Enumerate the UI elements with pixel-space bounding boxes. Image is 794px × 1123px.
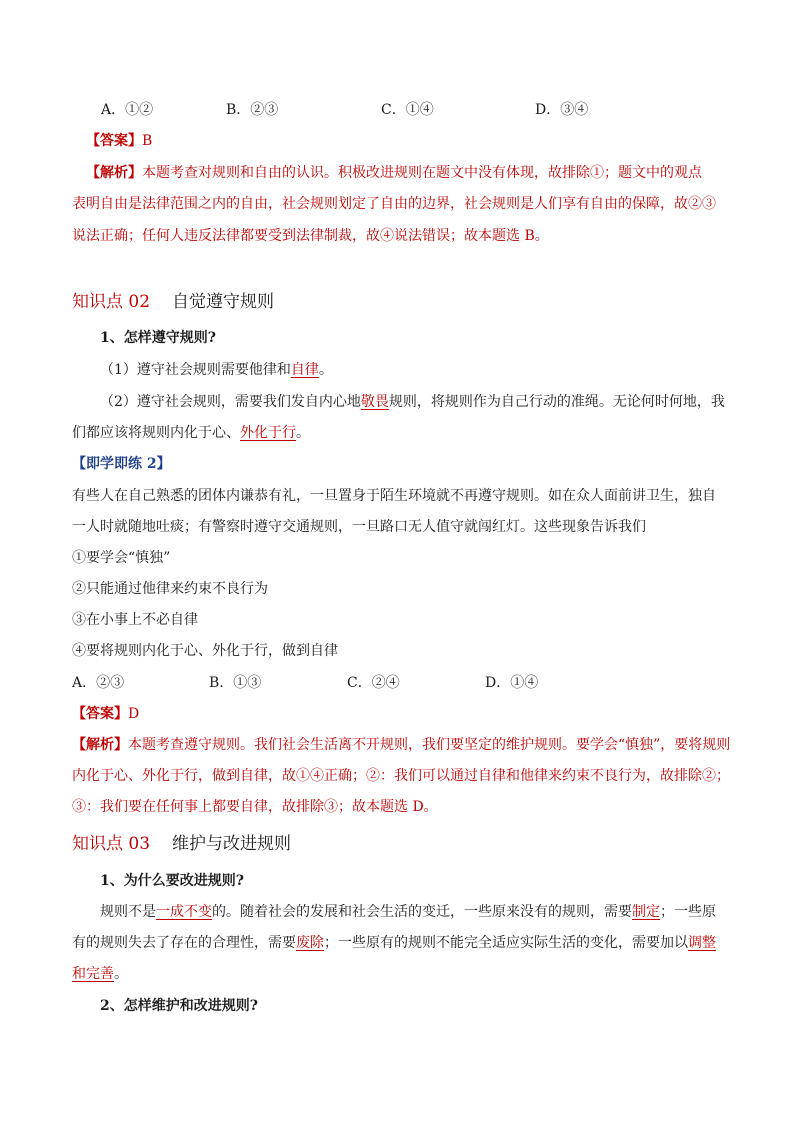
option-d: D．①④ — [485, 675, 539, 691]
statement-item: ④要将规则内化于心、外化于行，做到自律 — [72, 643, 338, 659]
option-c: C．②④ — [347, 675, 400, 691]
analysis-line-2: 表明自由是法律范围之内的自由，社会规则划定了自由的边界，社会规则是人们享有自由的保障，故②③ — [72, 196, 716, 212]
key-term: 一成不变 — [156, 904, 212, 920]
section-heading-kp02 — [72, 290, 274, 314]
paragraph-line: （1）遵守社会规则需要他律和自律。 — [100, 362, 333, 378]
question-title: 2、怎样维护和改进规则? — [100, 998, 258, 1014]
analysis-line-2: 内化于心、外化于行，做到自律，故①④正确；②：我们可以通过自律和他律来约束不良行为，故排除②； — [72, 768, 730, 784]
section-number: 知识点 03 — [72, 834, 151, 854]
answer-line — [72, 704, 139, 724]
analysis-tag: 【解析】 — [86, 165, 142, 181]
section-number: 知识点 02 — [72, 292, 151, 312]
paragraph-line: 和完善。 — [72, 966, 128, 982]
key-term: 敬畏 — [360, 394, 389, 410]
paragraph-line: （2）遵守社会规则，需要我们发自内心地敬畏规则，将规则作为自己行动的准绳。无论何时何地，我 — [100, 394, 725, 410]
section-title: 自觉遵守规则 — [172, 292, 274, 312]
key-term: 外化于行 — [240, 425, 296, 441]
practice-tag: 【即学即练 2】 — [72, 456, 171, 472]
answer-tag: 【答案】 — [86, 133, 142, 149]
option-c: C．①④ — [381, 102, 434, 118]
key-term: 自律 — [290, 362, 319, 378]
paragraph-line: 规则不是一成不变的。随着社会的发展和社会生活的变迁，一些原来没有的规则，需要制定；一些原 — [100, 904, 716, 920]
option-a: A．①② — [101, 102, 154, 118]
analysis-line-1: 【解析】本题考查遵守规则。我们社会生活离不开规则，我们要坚定的维护规则。要学会“慎独”，要将规则 — [72, 737, 731, 753]
paragraph-line: 有的规则失去了存在的合理性，需要废除；一些原有的规则不能完全适应实际生活的变化，需要加以调整 — [72, 935, 716, 951]
question-stem-line-2: 一人时就随地吐痰；有警察时遵守交通规则，一旦路口无人值守就闯红灯。这些现象告诉我们 — [72, 519, 646, 535]
answer-value: D — [128, 706, 140, 722]
paragraph-line: 们都应该将规则内化于心、外化于行。 — [72, 425, 310, 441]
answer-line — [86, 131, 152, 151]
question-stem-line-1: 有些人在自己熟悉的团体内谦恭有礼，一旦置身于陌生环境就不再遵守规则。如在众人面前讲卫生，独自 — [72, 488, 716, 504]
answer-tag: 【答案】 — [72, 706, 128, 722]
analysis-line-3: ③：我们要在任何事上都要自律，故排除③；故本题选 D。 — [72, 799, 438, 815]
statement-item: ③在小事上不必自律 — [72, 612, 198, 628]
question-title: 1、为什么要改进规则? — [100, 873, 244, 889]
statement-item: ②只能通过他律来约束不良行为 — [72, 581, 268, 597]
statement-item: ①要学会“慎独” — [72, 550, 171, 566]
section-title: 维护与改进规则 — [172, 834, 291, 854]
analysis-tag: 【解析】 — [72, 737, 128, 753]
section-heading-kp03 — [72, 832, 291, 856]
answer-value: B — [142, 133, 153, 149]
option-a: A．②③ — [72, 675, 125, 691]
option-d: D．③④ — [535, 102, 589, 118]
key-term: 和完善 — [72, 966, 114, 982]
option-b: B．②③ — [226, 102, 279, 118]
option-b: B．①③ — [209, 675, 262, 691]
analysis-line-3: 说法正确；任何人违反法律都要受到法律制裁，故④说法错误；故本题选 B。 — [72, 228, 549, 244]
question-title: 1、怎样遵守规则? — [100, 330, 216, 346]
key-term: 废除 — [296, 935, 324, 951]
key-term: 制定 — [632, 904, 660, 920]
key-term: 调整 — [688, 935, 716, 951]
analysis-line-1: 【解析】本题考查对规则和自由的认识。积极改进规则在题文中没有体现，故排除①；题文中的观点 — [86, 165, 702, 181]
